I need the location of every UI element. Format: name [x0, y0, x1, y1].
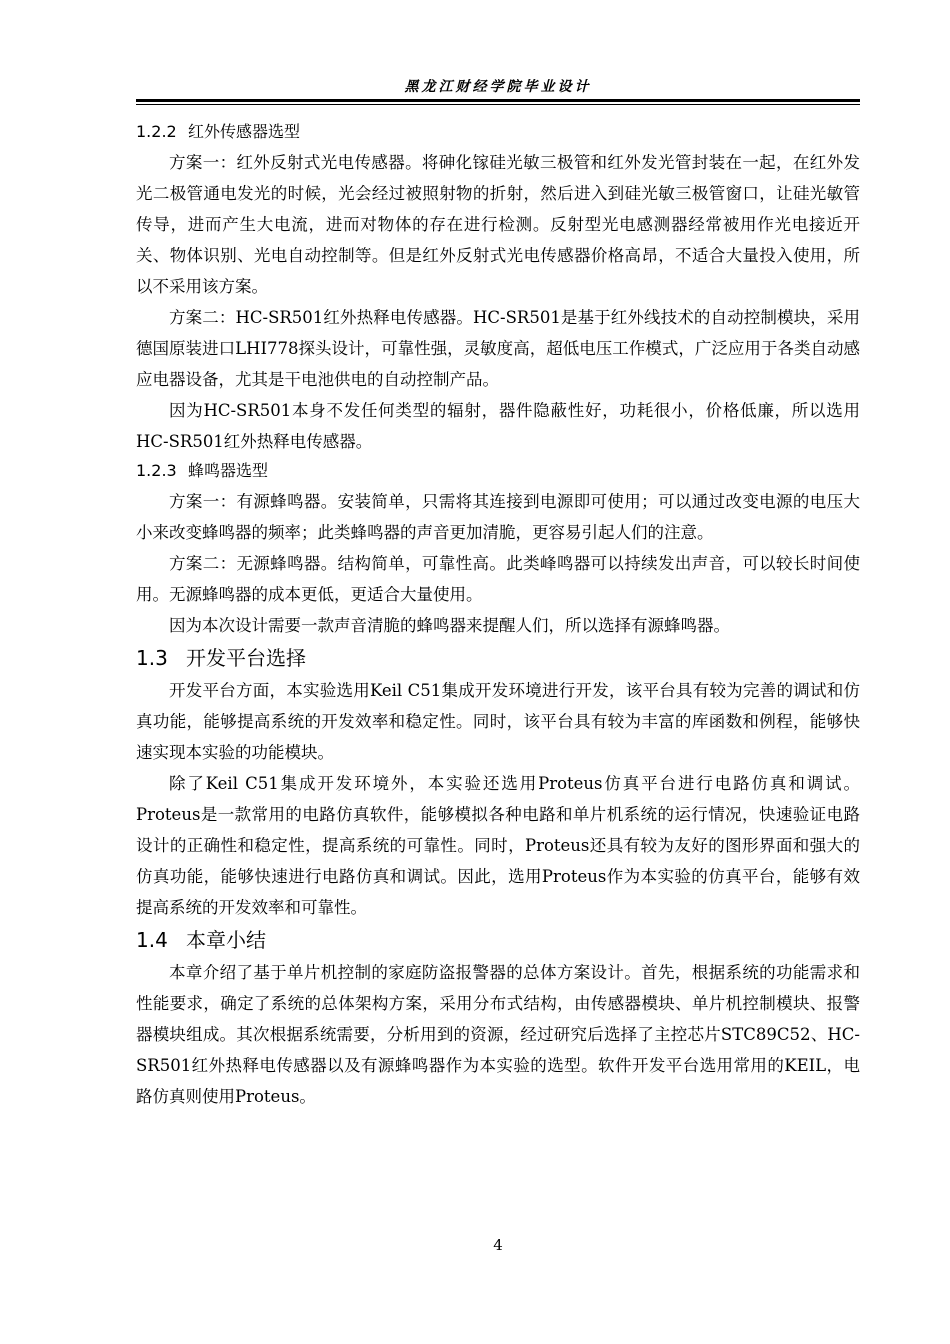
section-title: 红外传感器选型 [188, 122, 301, 141]
paragraph: 方案一：有源蜂鸣器。安装简单，只需将其连接到电源即可使用；可以通过改变电源的电压大小来改变蜂鸣器的频率；此类蜂鸣器的声音更加清脆，更容易引起人们的注意。 [136, 492, 860, 542]
section-title: 开发平台选择 [186, 646, 306, 670]
section-number: 1.2.2 [136, 122, 177, 141]
section-heading-1-4 [136, 927, 860, 953]
paragraph: 因为HC-SR501本身不发任何类型的辐射，器件隐蔽性好，功耗很小，价格低廉，所以选用HC-SR501红外热释电传感器。 [136, 401, 860, 451]
header-rule-thin [136, 104, 860, 105]
section-heading-1-2-2 [136, 121, 860, 143]
paragraph: 因为本次设计需要一款声音清脆的蜂鸣器来提醒人们，所以选择有源蜂鸣器。 [169, 616, 730, 635]
document-body [136, 118, 860, 1112]
paragraph: 本章介绍了基于单片机控制的家庭防盗报警器的总体方案设计。首先，根据系统的功能需求和性能要求，确定了系统的总体架构方案，采用分布式结构，由传感器模块、单片机控制模块、报警器模块组成。其次根据系统需要，分析用到的资源，经过研究后选择了主控芯片STC89C52、HC-SR501红外热释电传感器以及有源蜂鸣器作为本实验的选型。软件开发平台选用常用的KEIL，电路仿真则使用Proteus。 [136, 963, 860, 1106]
running-header: 黑龙江财经学院毕业设计 [404, 79, 592, 95]
section-heading-1-3 [136, 645, 860, 671]
paragraph: 除了Keil C51集成开发环境外，本实验还选用Proteus仿真平台进行电路仿真和调试。Proteus是一款常用的电路仿真软件，能够模拟各种电路和单片机系统的运行情况，快速验证电路设计的正确性和稳定性，提高系统的可靠性。同时，Proteus还具有较为友好的图形界面和强大的仿真功能，能够快速进行电路仿真和调试。因此，选用Proteus作为本实验的仿真平台，能够有效提高系统的开发效率和可靠性。 [136, 774, 860, 917]
paragraph: 开发平台方面，本实验选用Keil C51集成开发环境进行开发，该平台具有较为完善的调试和仿真功能，能够提高系统的开发效率和稳定性。同时，该平台具有较为丰富的库函数和例程，能够快速实现本实验的功能模块。 [136, 681, 860, 762]
section-title: 本章小结 [186, 928, 266, 952]
paragraph: 方案二：HC-SR501红外热释电传感器。HC-SR501是基于红外线技术的自动控制模块，采用德国原装进口LHI778探头设计，可靠性强，灵敏度高，超低电压工作模式，广泛应用于各类自动感应电器设备，尤其是干电池供电的自动控制产品。 [136, 308, 860, 389]
paragraph: 方案二：无源蜂鸣器。结构简单，可靠性高。此类峰鸣器可以持续发出声音，可以较长时间使用。无源蜂鸣器的成本更低，更适合大量使用。 [136, 554, 860, 604]
section-number: 1.4 [136, 928, 168, 952]
header-rule [136, 99, 860, 102]
section-title: 蜂鸣器选型 [188, 461, 269, 480]
page-number: 4 [493, 1236, 503, 1254]
section-number: 1.3 [136, 646, 168, 670]
paragraph: 方案一：红外反射式光电传感器。将砷化镓硅光敏三极管和红外发光管封装在一起，在红外发光二极管通电发光的时候，光会经过被照射物的折射，然后进入到硅光敏三极管窗口，让硅光敏管传导，进而产生大电流，进而对物体的存在进行检测。反射型光电感测器经常被用作光电接近开关、物体识别、光电自动控制等。但是红外反射式光电传感器价格高昂，不适合大量投入使用，所以不采用该方案。 [136, 153, 860, 296]
section-number: 1.2.3 [136, 461, 177, 480]
section-heading-1-2-3 [136, 460, 860, 482]
